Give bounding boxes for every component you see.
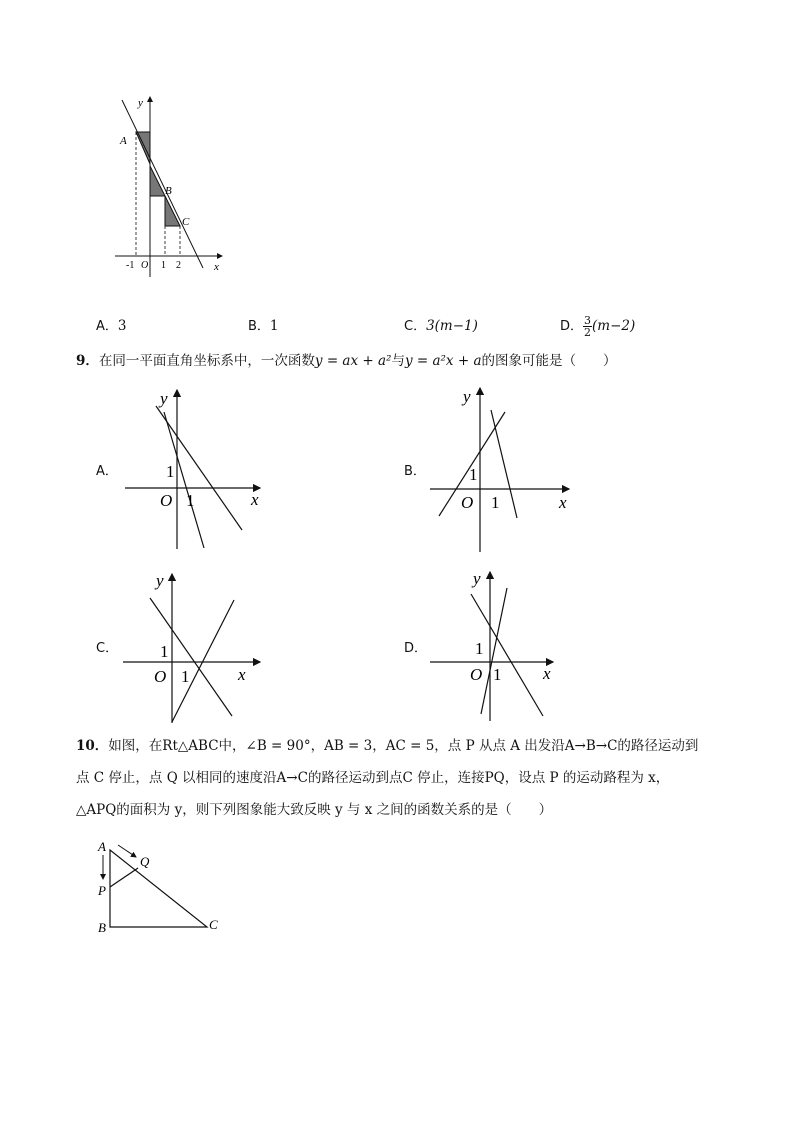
q10-segment-pq: [110, 868, 138, 887]
q8-shaded-triangle-a: [136, 132, 150, 164]
q10-label-a: A: [98, 839, 106, 854]
q9-number: 9．: [76, 353, 99, 369]
q9-func2: y = a²x + a: [404, 353, 482, 369]
q9b-origin: O: [461, 493, 474, 512]
q8-option-d-text: (m−2): [592, 318, 636, 334]
q8-graph: [110, 92, 230, 282]
q9b-x-label: x: [559, 493, 567, 512]
q8-point-b: B: [165, 185, 172, 197]
q9-option-b-label[interactable]: B．: [404, 464, 426, 479]
q9b-y-label: y: [463, 387, 471, 406]
q9-option-a-label[interactable]: A．: [96, 464, 118, 479]
q9-graph-a: [120, 384, 270, 554]
q9d-line-2: [481, 588, 507, 714]
q9d-one-x: 1: [493, 665, 502, 684]
q8-option-b[interactable]: [248, 317, 279, 336]
q9-func1: y = ax + a²: [314, 353, 392, 369]
q9d-y-label: y: [473, 569, 481, 588]
q8-tick-2: 2: [176, 260, 181, 271]
q10-line-2: 点 C 停止，点 Q 以相同的速度沿A→C的路径运动到点C 停止，连接PQ，设点 P 的运动路程为 x，: [76, 770, 670, 786]
q8-function-line: [122, 100, 203, 268]
q9c-one-x: 1: [181, 667, 190, 686]
q9d-x-label: x: [543, 664, 551, 683]
q9b-one-x: 1: [491, 493, 500, 512]
q9d-origin: O: [470, 665, 483, 684]
q9c-x-label: x: [238, 665, 246, 684]
q8-option-d-denominator: 2: [584, 326, 592, 339]
q9-option-c-label[interactable]: C．: [96, 641, 119, 656]
q9-stem: [76, 352, 617, 370]
q10-number: 10．: [76, 738, 109, 754]
q8-option-d[interactable]: [560, 312, 635, 340]
q10-line-1: [76, 737, 698, 755]
q9-stem-part3: 的图象可能是（ ）: [481, 353, 617, 369]
q8-option-d-fraction: [583, 315, 592, 338]
q10-label-c: C: [209, 917, 218, 932]
q8-tick-neg1: -1: [126, 260, 135, 271]
q9a-origin: O: [160, 491, 173, 510]
q10-figure: [90, 835, 230, 940]
q8-x-label: x: [214, 261, 219, 273]
q9a-one-y: 1: [166, 462, 175, 481]
q8-shaded-triangle-c: [165, 196, 180, 226]
q9d-one-y: 1: [475, 639, 484, 658]
q8-origin: O: [141, 260, 149, 271]
q9c-y-label: y: [156, 571, 164, 590]
q8-option-d-label: D．: [560, 319, 584, 334]
q9-stem-part1: 在同一平面直角坐标系中，一次函数: [98, 353, 315, 369]
q10-line-3: △APQ的面积为 y，则下列图象能大致反映 y 与 x 之间的函数关系的是（ ）: [76, 802, 553, 818]
q10-label-q: Q: [140, 854, 150, 869]
q10-label-b: B: [98, 920, 106, 935]
q10-arrow-q: [118, 845, 136, 857]
q9-graph-d: [425, 566, 575, 726]
q9-stem-part2: 与: [391, 353, 405, 369]
q10-triangle: [110, 850, 207, 927]
q9-graph-c: [118, 568, 268, 728]
q10-label-p: P: [98, 883, 106, 898]
q8-option-b-label: B．: [248, 319, 270, 334]
q8-shaded-triangle-b: [150, 166, 165, 196]
q9a-one-x: 1: [186, 491, 195, 510]
q8-y-label: y: [138, 97, 143, 109]
q8-tick-1: 1: [161, 260, 166, 271]
q9c-origin: O: [154, 667, 167, 686]
q8-option-b-text: 1: [269, 318, 279, 334]
q8-option-a-text: 3: [117, 318, 127, 334]
q8-option-d-numerator: 3: [584, 314, 592, 327]
q8-point-c: C: [182, 216, 190, 228]
q8-option-c[interactable]: [404, 317, 478, 336]
q9a-x-label: x: [251, 490, 259, 509]
q8-option-c-label: C．: [404, 319, 427, 334]
q9c-one-y: 1: [160, 642, 169, 661]
q9a-y-label: y: [160, 389, 168, 408]
q8-option-a[interactable]: [96, 317, 127, 336]
q10-line-1-text: 如图，在Rt△ABC中，∠B = 90°，AB = 3，AC = 5，点 P 从点 A 出发沿A→B→C的路径运动到: [108, 738, 699, 754]
q9-graph-b: [425, 382, 575, 554]
q8-point-a: A: [120, 135, 127, 147]
q8-option-a-label: A．: [96, 319, 118, 334]
q9b-one-y: 1: [469, 465, 478, 484]
q8-option-c-text: 3(m−1): [426, 318, 478, 334]
q9c-line-2: [172, 600, 234, 722]
q9-option-d-label[interactable]: D．: [404, 641, 428, 656]
